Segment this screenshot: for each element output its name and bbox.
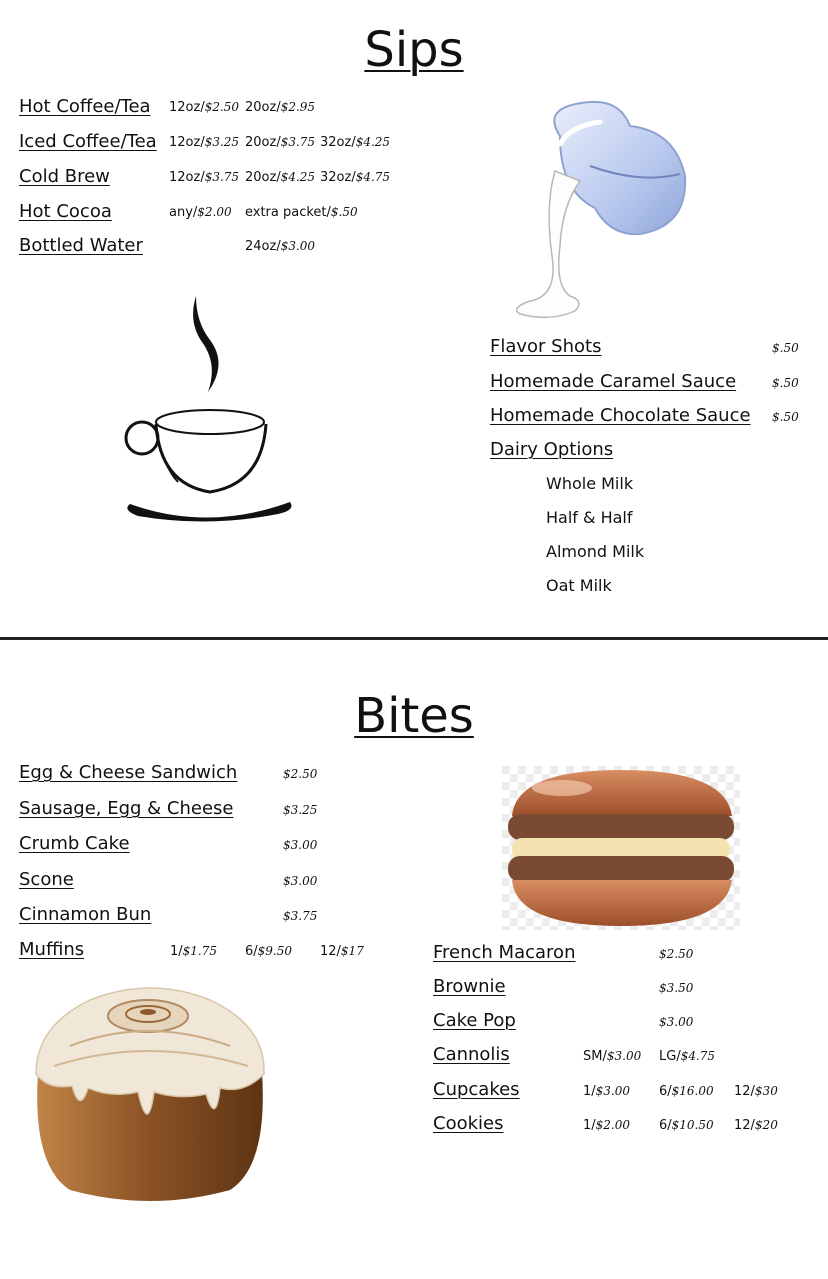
menu-item-egg-cheese-sandwich: Egg & Cheese Sandwich <box>19 762 238 783</box>
menu-item-muffins: Muffins <box>19 939 85 960</box>
price-dozen: 12/$17 <box>320 944 364 959</box>
price-medium: 24oz/$3.00 <box>245 239 316 254</box>
price-dozen: 12/$20 <box>734 1118 778 1133</box>
menu-item-dairy-options: Dairy Options <box>490 439 614 460</box>
price-extra: extra packet/$.50 <box>245 205 358 220</box>
dairy-option: Half & Half <box>546 508 633 527</box>
price: $3.25 <box>283 803 318 817</box>
menu-item-scone: Scone <box>19 869 74 890</box>
bites-title: Bites <box>354 688 474 744</box>
menu-item-brownie: Brownie <box>433 976 506 997</box>
cinnamon-bun-illustration <box>30 976 270 1208</box>
price-half-dozen: 6/$9.50 <box>245 944 293 959</box>
menu-item-iced-coffee-tea: Iced Coffee/Tea <box>19 131 157 152</box>
menu-item-cinnamon-bun: Cinnamon Bun <box>19 904 152 925</box>
price: $3.00 <box>283 838 318 852</box>
price: $2.50 <box>659 947 694 961</box>
price-small: 12oz/$3.75 <box>169 170 240 185</box>
section-divider <box>0 637 828 640</box>
price-small: 12oz/$3.25 <box>169 135 240 150</box>
price-medium: 20oz/$4.25 <box>245 170 316 185</box>
price-dozen: 12/$30 <box>734 1084 778 1099</box>
price-single: 1/$3.00 <box>583 1084 631 1099</box>
coffee-cup-icon <box>118 292 296 524</box>
menu-item-hot-cocoa: Hot Cocoa <box>19 201 112 222</box>
price: $.50 <box>772 376 799 390</box>
price-medium: 20oz/$2.95 <box>245 100 316 115</box>
price: $3.50 <box>659 981 694 995</box>
macaron-illustration <box>502 766 740 930</box>
price: $3.00 <box>659 1015 694 1029</box>
price: $.50 <box>772 341 799 355</box>
price: $.50 <box>772 410 799 424</box>
menu-item-french-macaron: French Macaron <box>433 942 576 963</box>
milk-pitcher-illustration <box>500 96 700 322</box>
menu-item-sausage-egg-cheese: Sausage, Egg & Cheese <box>19 798 234 819</box>
menu-item-cake-pop: Cake Pop <box>433 1010 516 1031</box>
menu-item-chocolate-sauce: Homemade Chocolate Sauce <box>490 405 751 426</box>
price-large: 32oz/$4.75 <box>320 170 391 185</box>
menu-item-cannolis: Cannolis <box>433 1044 510 1065</box>
price-large: LG/$4.75 <box>659 1049 716 1064</box>
dairy-option: Almond Milk <box>546 542 645 561</box>
menu-item-cold-brew: Cold Brew <box>19 166 110 187</box>
sips-title: Sips <box>364 22 464 78</box>
menu-item-cupcakes: Cupcakes <box>433 1079 520 1100</box>
menu-item-cookies: Cookies <box>433 1113 504 1134</box>
menu-item-hot-coffee-tea: Hot Coffee/Tea <box>19 96 151 117</box>
price: $3.00 <box>283 874 318 888</box>
dairy-option: Whole Milk <box>546 474 634 493</box>
price: $2.50 <box>283 767 318 781</box>
price-single: 1/$2.00 <box>583 1118 631 1133</box>
menu-item-caramel-sauce: Homemade Caramel Sauce <box>490 371 737 392</box>
price-small: 12oz/$2.50 <box>169 100 240 115</box>
price-single: 1/$1.75 <box>170 944 218 959</box>
price-half-dozen: 6/$16.00 <box>659 1084 714 1099</box>
dairy-option: Oat Milk <box>546 576 612 595</box>
menu-item-crumb-cake: Crumb Cake <box>19 833 130 854</box>
price-small: SM/$3.00 <box>583 1049 642 1064</box>
price-medium: 20oz/$3.75 <box>245 135 316 150</box>
menu-item-bottled-water: Bottled Water <box>19 235 143 256</box>
price-half-dozen: 6/$10.50 <box>659 1118 714 1133</box>
menu-item-flavor-shots: Flavor Shots <box>490 336 602 357</box>
price-large: 32oz/$4.25 <box>320 135 391 150</box>
price-small: any/$2.00 <box>169 205 232 220</box>
price: $3.75 <box>283 909 318 923</box>
